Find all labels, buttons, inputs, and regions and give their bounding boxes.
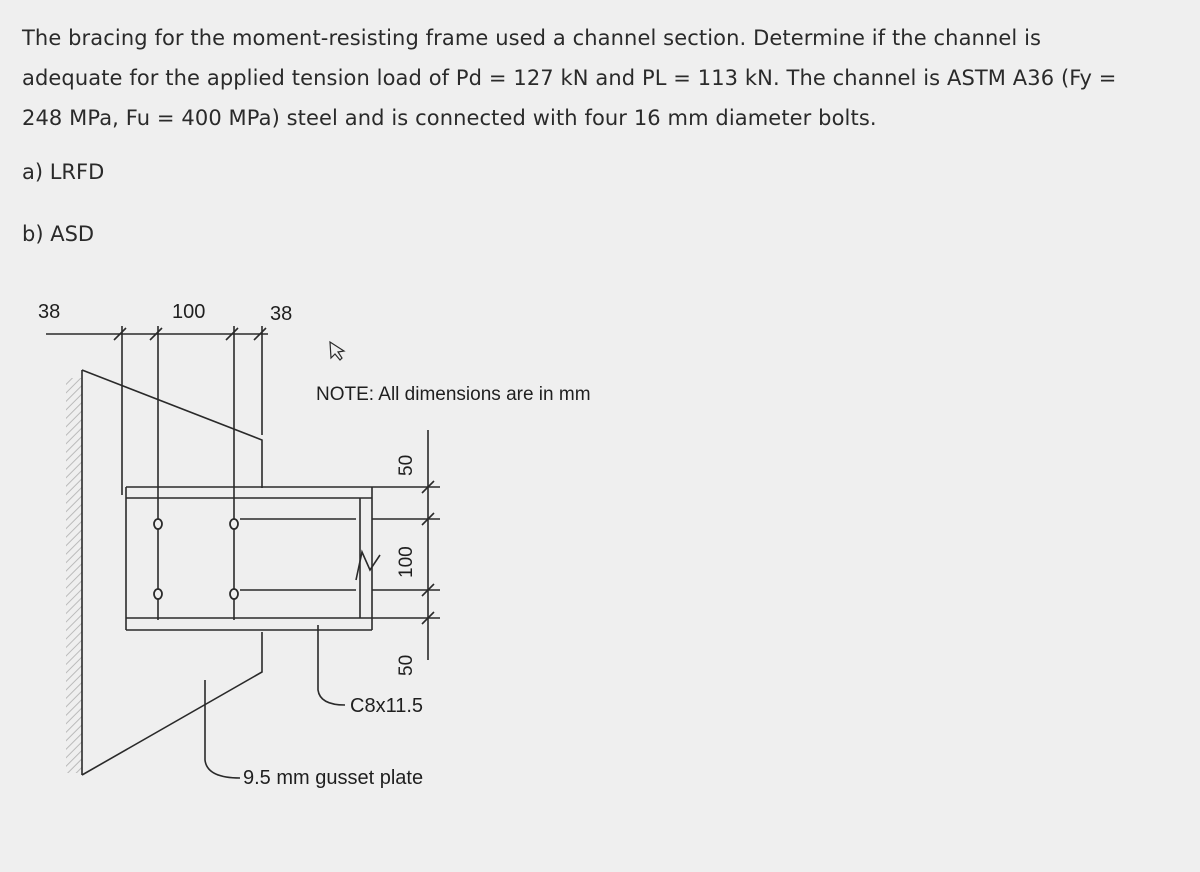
- bolt-hole: [154, 519, 162, 529]
- bolt-hole: [154, 589, 162, 599]
- channel-label: C8x11.5: [350, 695, 424, 717]
- bolt-hole: [230, 519, 238, 529]
- dim-label-vertical-bot: 50: [396, 654, 417, 676]
- channel-leader: [318, 625, 345, 705]
- gusset-plate: [82, 370, 262, 488]
- problem-line-2: adequate for the applied tension load of Pd = 127 kN and PL = 113 kN. The channel is ASTM A36 (Fy =: [22, 66, 1117, 90]
- problem-line-1: The bracing for the moment-resisting frame used a channel section. Determine if the channel is: [22, 26, 1042, 50]
- dim-label-middle: 100: [172, 301, 206, 323]
- dim-label-right: 38: [270, 303, 293, 325]
- bolt-hole: [230, 589, 238, 599]
- note-label: NOTE: All dimensions are in mm: [316, 384, 591, 405]
- dim-label-vertical-top: 50: [396, 454, 417, 476]
- gusset-label: 9.5 mm gusset plate: [243, 767, 424, 789]
- problem-line-3: 248 MPa, Fu = 400 MPa) steel and is connected with four 16 mm diameter bolts.: [22, 106, 877, 130]
- wall-hatch: [66, 378, 82, 773]
- cursor-icon: [330, 342, 344, 360]
- dim-label-left: 38: [38, 301, 61, 323]
- option-b-asd: b) ASD: [22, 222, 95, 246]
- dim-label-vertical-mid: 100: [396, 546, 417, 578]
- option-a-lrfd: a) LRFD: [22, 160, 105, 184]
